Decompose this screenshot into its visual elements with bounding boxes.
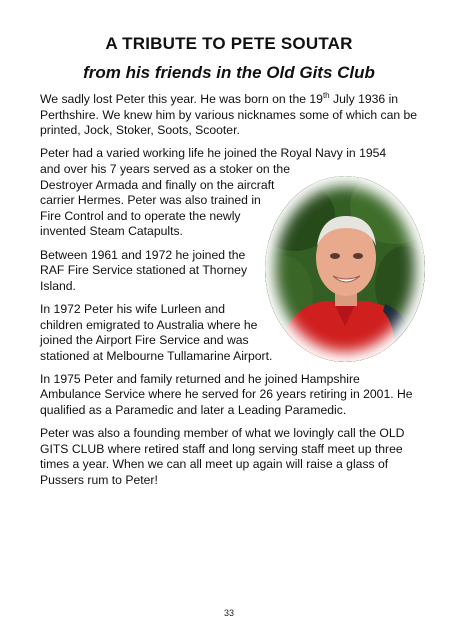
article-body [40, 92, 422, 496]
portrait-photo [265, 176, 425, 362]
page-number: 33 [223, 608, 234, 618]
paragraph-raf: Between 1961 and 1972 he joined the RAF Fire Service stationed at Thorney Island. [40, 247, 248, 293]
paragraph-australia: In 1972 Peter his wife Lurleen and children emigrated to Australia where he joined the Airport Fire Service and was stationed at Melbourne Tullamarine Airport. [40, 301, 273, 363]
page-title: A TRIBUTE TO PETE SOUTAR [105, 34, 353, 53]
paragraph-navy-lead: Peter had a varied working life he joined the Royal Navy in 1954 [40, 146, 387, 161]
paragraph-navy-rest: and over his 7 years served as a stoker on the Destroyer Armada and finally on the aircraft carrier Hermes. Peter was also trained in Fire Control and to operate the newly invented Steam Catapults. [40, 161, 290, 239]
paragraph-ambulance: In 1975 Peter and family returned and he joined Hampshire Ambulance Service where he served for 26 years retiring in 2001. He qualified as a Paramedic and later a Leading Paramedic. [40, 371, 413, 418]
page-subtitle: from his friends in the Old Gits Club [83, 63, 375, 82]
portrait-image [265, 176, 425, 362]
ordinal-suffix: th [322, 91, 330, 100]
paragraph-old-gits-club: Peter was also a founding member of what we lovingly call the OLD GITS CLUB where retired staff and long serving staff meet up three times a year. When we can all meet up again will raise a glass of Pussers rum to Peter! [40, 426, 405, 488]
paragraph-birth [40, 92, 422, 139]
paragraph-birth-text-a: We sadly lost Peter this year. He was born on the 19 [40, 92, 323, 106]
portrait-illustration [265, 176, 425, 362]
paragraph-birth-text-b: July 1936 in Perthshire. We knew him by various nicknames some of which can be printed, Jock, Stoker, Soots, Scooter. [40, 92, 418, 138]
